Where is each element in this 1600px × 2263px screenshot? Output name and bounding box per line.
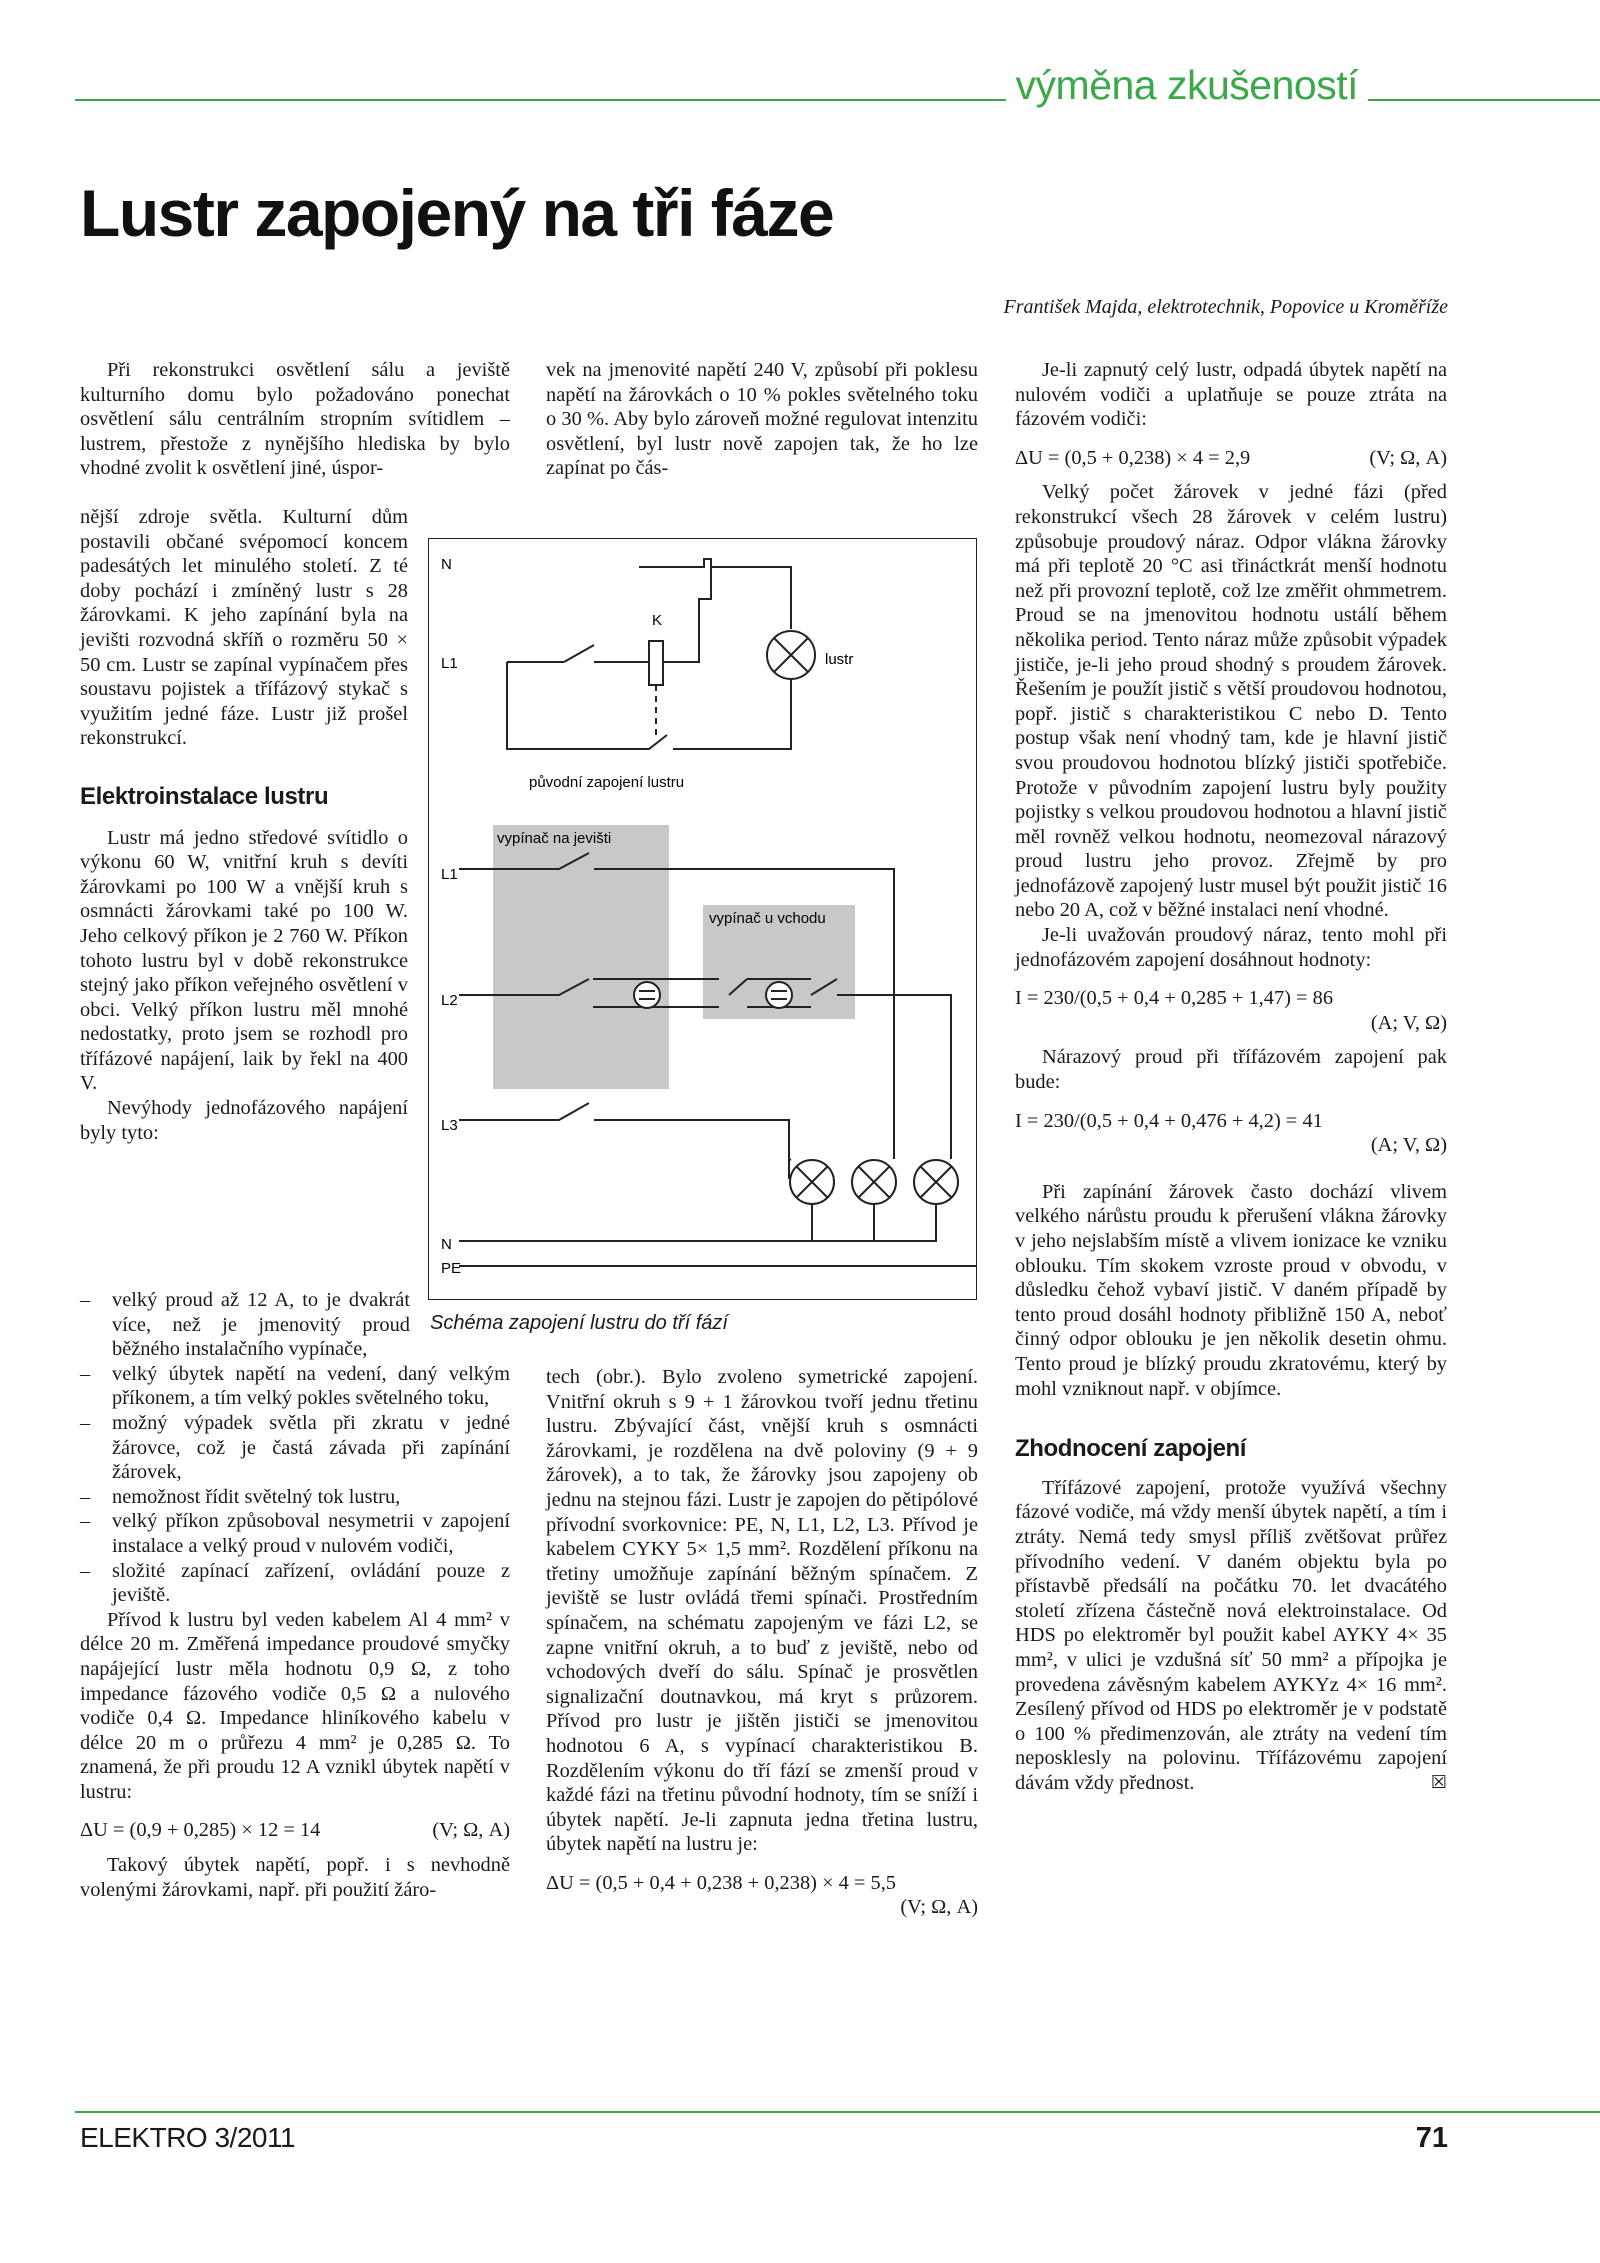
stage-switch-box [493, 825, 669, 1089]
label-n-original: N [441, 556, 452, 573]
label-pe: PE [441, 1260, 462, 1277]
page-number: 71 [1415, 2122, 1448, 2154]
equation-1 [80, 1818, 510, 1843]
equation-5-units: (A; V, Ω) [1370, 1134, 1447, 1157]
equation-1-units: (V; Ω, A) [432, 1819, 510, 1842]
contactor-contact [575, 735, 667, 749]
paragraph-col2-bottom: tech (obr.). Bylo zvoleno symetrické zapojení. Vnitřní okruh s 9 + 1 žárovkou tvoří jednu třetinu lustru. Zbývající část, vnější kruh s osmnácti žárovkami, je rozdělena na dvě poloviny (9 + 9 žárovek), a to tak, že žárovky jsou zapojeny ob jednu na stejnou fázi. Lustr je zapojen do pětipólové přívodní svorkovnice: PE, N, L1, L2, L3. Přívod je kabelem CYKY 5× 1,5 mm². Rozdělení příkonu na třetiny umožňuje zapínání běžným spínačem. Z jeviště se lustr ovládá třemi spínači. Prostředním spínačem, na schématu zapojeným ve fázi L2, se zapne vnitřní okruh, a to buď z jeviště, nebo od vchodových dveří do sálu. Spínač je prosvětlen signalizační doutnavkou, má kryt s průzorem. Přívod pro lustr je jištěn jističi se jmenovitou hodnotou 6 A, s vypínací charakteristikou B. Rozdělením výkonu do tří fází se zmenší proud v každé fázi na třetinu původní hodnoty, tím se sníží i úbytek napětí. Je-li zapnuta jedna třetina lustru, úbytek napětí na lustru je: [546, 1366, 978, 1856]
column-1-top [80, 358, 510, 481]
circuit-diagram [428, 538, 977, 1300]
wire-l3-lamp [594, 1120, 789, 1179]
footer-rule [75, 2111, 1600, 2113]
equation-5-formula: I = 230/(0,5 + 0,4 + 0,476 + 4,2) = 41 [1015, 1109, 1323, 1132]
column-1-narrow [80, 505, 408, 1145]
equation-5 [1015, 1109, 1447, 1158]
wire-coil-n [663, 567, 711, 662]
equation-4-units: (A; V, Ω) [1370, 1011, 1447, 1034]
equation-2-formula: ΔU = (0,5 + 0,4 + 0,238 + 0,238) × 4 = 5,5 [546, 1871, 897, 1894]
equation-4 [1015, 986, 1447, 1035]
label-l2: L2 [441, 992, 458, 1009]
equation-3-formula: ΔU = (0,5 + 0,238) × 4 = 2,9 [1015, 446, 1251, 469]
equation-2 [546, 1871, 978, 1920]
end-mark-icon: ☒ [1430, 1771, 1447, 1793]
wire-l1-original [507, 662, 575, 749]
article-title: Lustr zapojený na tři fáze [80, 176, 834, 250]
column-2-top [546, 358, 978, 481]
list-item: – velký úbytek napětí na vedení, daný velkým příkonem, a tím velký pokles světelného toku, [80, 1362, 510, 1411]
list-item: – velký proud až 12 A, to je dvakrát více, než je jmenovitý proud běžného instalačního vypínače, [80, 1288, 410, 1362]
wire-joint [789, 1159, 791, 1160]
equation-1-formula: ΔU = (0,9 + 0,285) × 12 = 14 [80, 1819, 321, 1842]
label-l3: L3 [441, 1117, 458, 1134]
list-item: – nemožnost řídit světelný tok lustru, [80, 1485, 510, 1510]
label-entry-switch: vypínač u vchodu [709, 910, 826, 927]
paragraph-lustr: Lustr má jedno středové svítidlo o výkonu 60 W, vnitřní kruh s devíti žárovkami po 100 W a vnější kruh s osmnácti žárovkami také po 100 W. Jeho celkový příkon je 2 760 W. Příkon tohoto lustru byl v době rekonstrukce stejný jako příkon veřejného osvětlení v obci. Velký příkon lustru měl mnohé nedostatky, proto jsem se rozhodl pro třífázové napájení, laik by řekl na 400 V. [80, 826, 408, 1095]
label-k: K [652, 612, 663, 629]
footer-issue: ELEKTRO 3/2011 [80, 2122, 296, 2153]
equation-3 [1015, 446, 1447, 471]
section-title: výměna zkušeností [1006, 62, 1368, 109]
lamp-icon [790, 1160, 834, 1204]
paragraph-takovy: Takový úbytek napětí, popř. i s nevhodně volenými žárovkami, např. při použití žáro- [80, 1854, 510, 1901]
heading-elektroinstalace: Elektroinstalace lustru [80, 782, 329, 810]
paragraph-je-li: Je-li zapnutý celý lustr, odpadá úbytek napětí na nulovém vodiči a uplatňuje se pouze ztráta na fázovém vodiči: [1015, 359, 1447, 431]
paragraph-privod: Přívod k lustru byl veden kabelem Al 4 mm² v délce 20 m. Změřená impedance proudové smyčky napájející lustr měla hodnotu 0,9 Ω, z toho impedance fázového vodiče 0,5 Ω a nulového vodiče 0,4 Ω. Impedance hliníkového kabelu v délce 20 m o průřezu 4 mm² je 0,285 Ω. To znamená, že při proudu 12 A vznikl úbytek napětí v lustru: [80, 1608, 510, 1803]
label-l1: L1 [441, 866, 458, 883]
list-item: – velký příkon způsoboval nesymetrii v zapojení instalace a velký proud v nulovém vodiči, [80, 1509, 510, 1558]
paragraph-uvazovan: Je-li uvažován proudový náraz, tento mohl při jednofázovém zapojení dosáhnout hodnoty: [1015, 924, 1447, 971]
label-stage-switch: vypínač na jevišti [497, 830, 612, 847]
column-1-bottom [80, 1288, 510, 1902]
label-n: N [441, 1236, 452, 1253]
equation-4-formula: I = 230/(0,5 + 0,4 + 0,285 + 1,47) = 86 [1015, 987, 1334, 1010]
figure-caption: Schéma zapojení lustru do tří fází [430, 1312, 728, 1334]
paragraph-intro-a: Při rekonstrukci osvětlení sálu a jeviště kulturního domu bylo požadováno ponechat osvětlení sálu centrálním stropním svítidlem – lustrem, přestože z nynějšího hlediska by bylo vhodné zvolit k osvětlení jiné, úspor- [80, 359, 510, 480]
lamp-icon [914, 1160, 958, 1204]
wire-n [459, 1204, 936, 1241]
list-item: – možný výpadek světla při zkratu v jedné žárovce, což je častá závada při zapínání žárovek, [80, 1411, 510, 1485]
paragraph-col2-top: vek na jmenovité napětí 240 V, způsobí při poklesu napětí na žárovkách o 10 % pokles světelného toku o 30 %. Aby bylo zároveň možné regulovat intenzitu osvětlení, byl lustr nově zapojen tak, že ho lze zapínat po čás- [546, 359, 978, 480]
switch-original [564, 645, 594, 662]
column-3 [1015, 358, 1447, 1795]
lamp-icon [852, 1160, 896, 1204]
drawbacks-list [80, 1288, 510, 1608]
header-rule [75, 99, 1600, 101]
paragraph-intro-b: nější zdroje světla. Kulturní dům postavili občané svépomocí koncem padesátých let minulého století. Z té doby pochází i zmíněný lustr s 28 žárovkami. K jeho zapínání byla na jevišti rozvodná skříň o rozměru 50 × 50 cm. Lustr se zapínal vypínačem přes soustavu pojistek a třífázový stykač s využitím jedné fáze. Lustr již prošel rekonstrukcí. [80, 506, 408, 750]
label-lustr: lustr [825, 651, 854, 668]
article-byline: František Majda, elektrotechnik, Popovice u Kroměříže [1003, 296, 1448, 318]
glow-lamp-icon [766, 982, 792, 1008]
label-original-wiring: původní zapojení lustru [529, 774, 685, 791]
glow-lamp-icon [634, 982, 660, 1008]
wire-l3 [459, 1103, 589, 1120]
list-item: – složité zapínací zařízení, ovládání pouze z jeviště. [80, 1559, 510, 1608]
equation-2-units: (V; Ω, A) [900, 1896, 978, 1919]
equation-3-units: (V; Ω, A) [1369, 446, 1447, 469]
paragraph-trifazove [1015, 1476, 1447, 1796]
paragraph-narazovy: Nárazový proud při třífázovém zapojení pak bude: [1015, 1046, 1447, 1094]
paragraph-nevyhody: Nevýhody jednofázového napájení byly tyto: [80, 1097, 408, 1144]
column-2-bottom [546, 1365, 978, 1930]
paragraph-velky: Velký počet žárovek v jedné fázi (před rekonstrukcí všech 28 žárovek v celém lustru) způsobuje proudový náraz. Odpor vlákna žárovky má při teplotě 20 °C asi třináctkrát menší hodnotu než při provozní teplotě, což lze změřit ohmmetrem. Proud se na jmenovitou hodnotu ustálí během několika period. Tento náraz může způsobit výpadek jističe, je-li jeho proud shodný s proudem žárovek. Řešením je použít jistič s větší proudovou hodnotou, popř. jistič s charakteristikou C nebo D. Tento postup však není vhodný tam, kde je hlavní jistič svou proudovou hodnotou blízký jističi spotřebiče. Protože v původním zapojení lustru byly použity pojistky s velkou proudovou hodnotou a hlavní jistič měl rovněž velkou hodnotu, neomezoval nárazový proud lustru jeho provoz. Zřejmě by pro jednofázově zapojený lustr musel být použit jistič 16 nebo 20 A, což v běžné instalaci není vhodné. [1015, 481, 1447, 922]
wire-lamp-feed [673, 679, 791, 749]
heading-zhodnoceni: Zhodnocení zapojení [1015, 1435, 1247, 1463]
paragraph-trifazove-text: Třífázové zapojení, protože využívá všechny fázové vodiče, má vždy menší úbytek napětí, a tím i ztráty. Nemá tedy smysl příliš zvětšovat průřez přívodního vedení. V daném objektu byla po přístavbě předsálí na počátku 70. let dvacátého století zřízena částečně nová elektroinstalace. Od HDS po elektroměr byl použit kabel AYKY 4× 35 mm², v ulici je vzdušná síť 50 mm² a přípojka je provedena závěsným kabelem AYKYz 4× 16 mm². Zesílený přívod od HDS po elektroměr je v podstatě o 100 % předimenzován, ale ztráty na vedení tím neposklesly na polovinu. Třífázovému zapojení dávám vždy přednost. [1015, 1476, 1447, 1794]
contactor-coil [649, 641, 663, 685]
label-l1-original: L1 [441, 655, 458, 672]
paragraph-zapinani: Při zapínání žárovek často dochází vlivem velkého nárůstu proudu k přerušení vlákna žárovky v jeho nejslabším místě a vlivem ionizace ke vzniku oblouku. Tím skokem vzroste proud v obvodu, v důsledku čehož vybaví jistič. V daném případě by tento proud dosáhl hodnoty přibližně 150 A, neboť činný odpor oblouku je jen několik desetin ohmu. Tento proud je blízký proudu zkratovému, který by mohl vzniknout např. v objímce. [1015, 1180, 1447, 1400]
